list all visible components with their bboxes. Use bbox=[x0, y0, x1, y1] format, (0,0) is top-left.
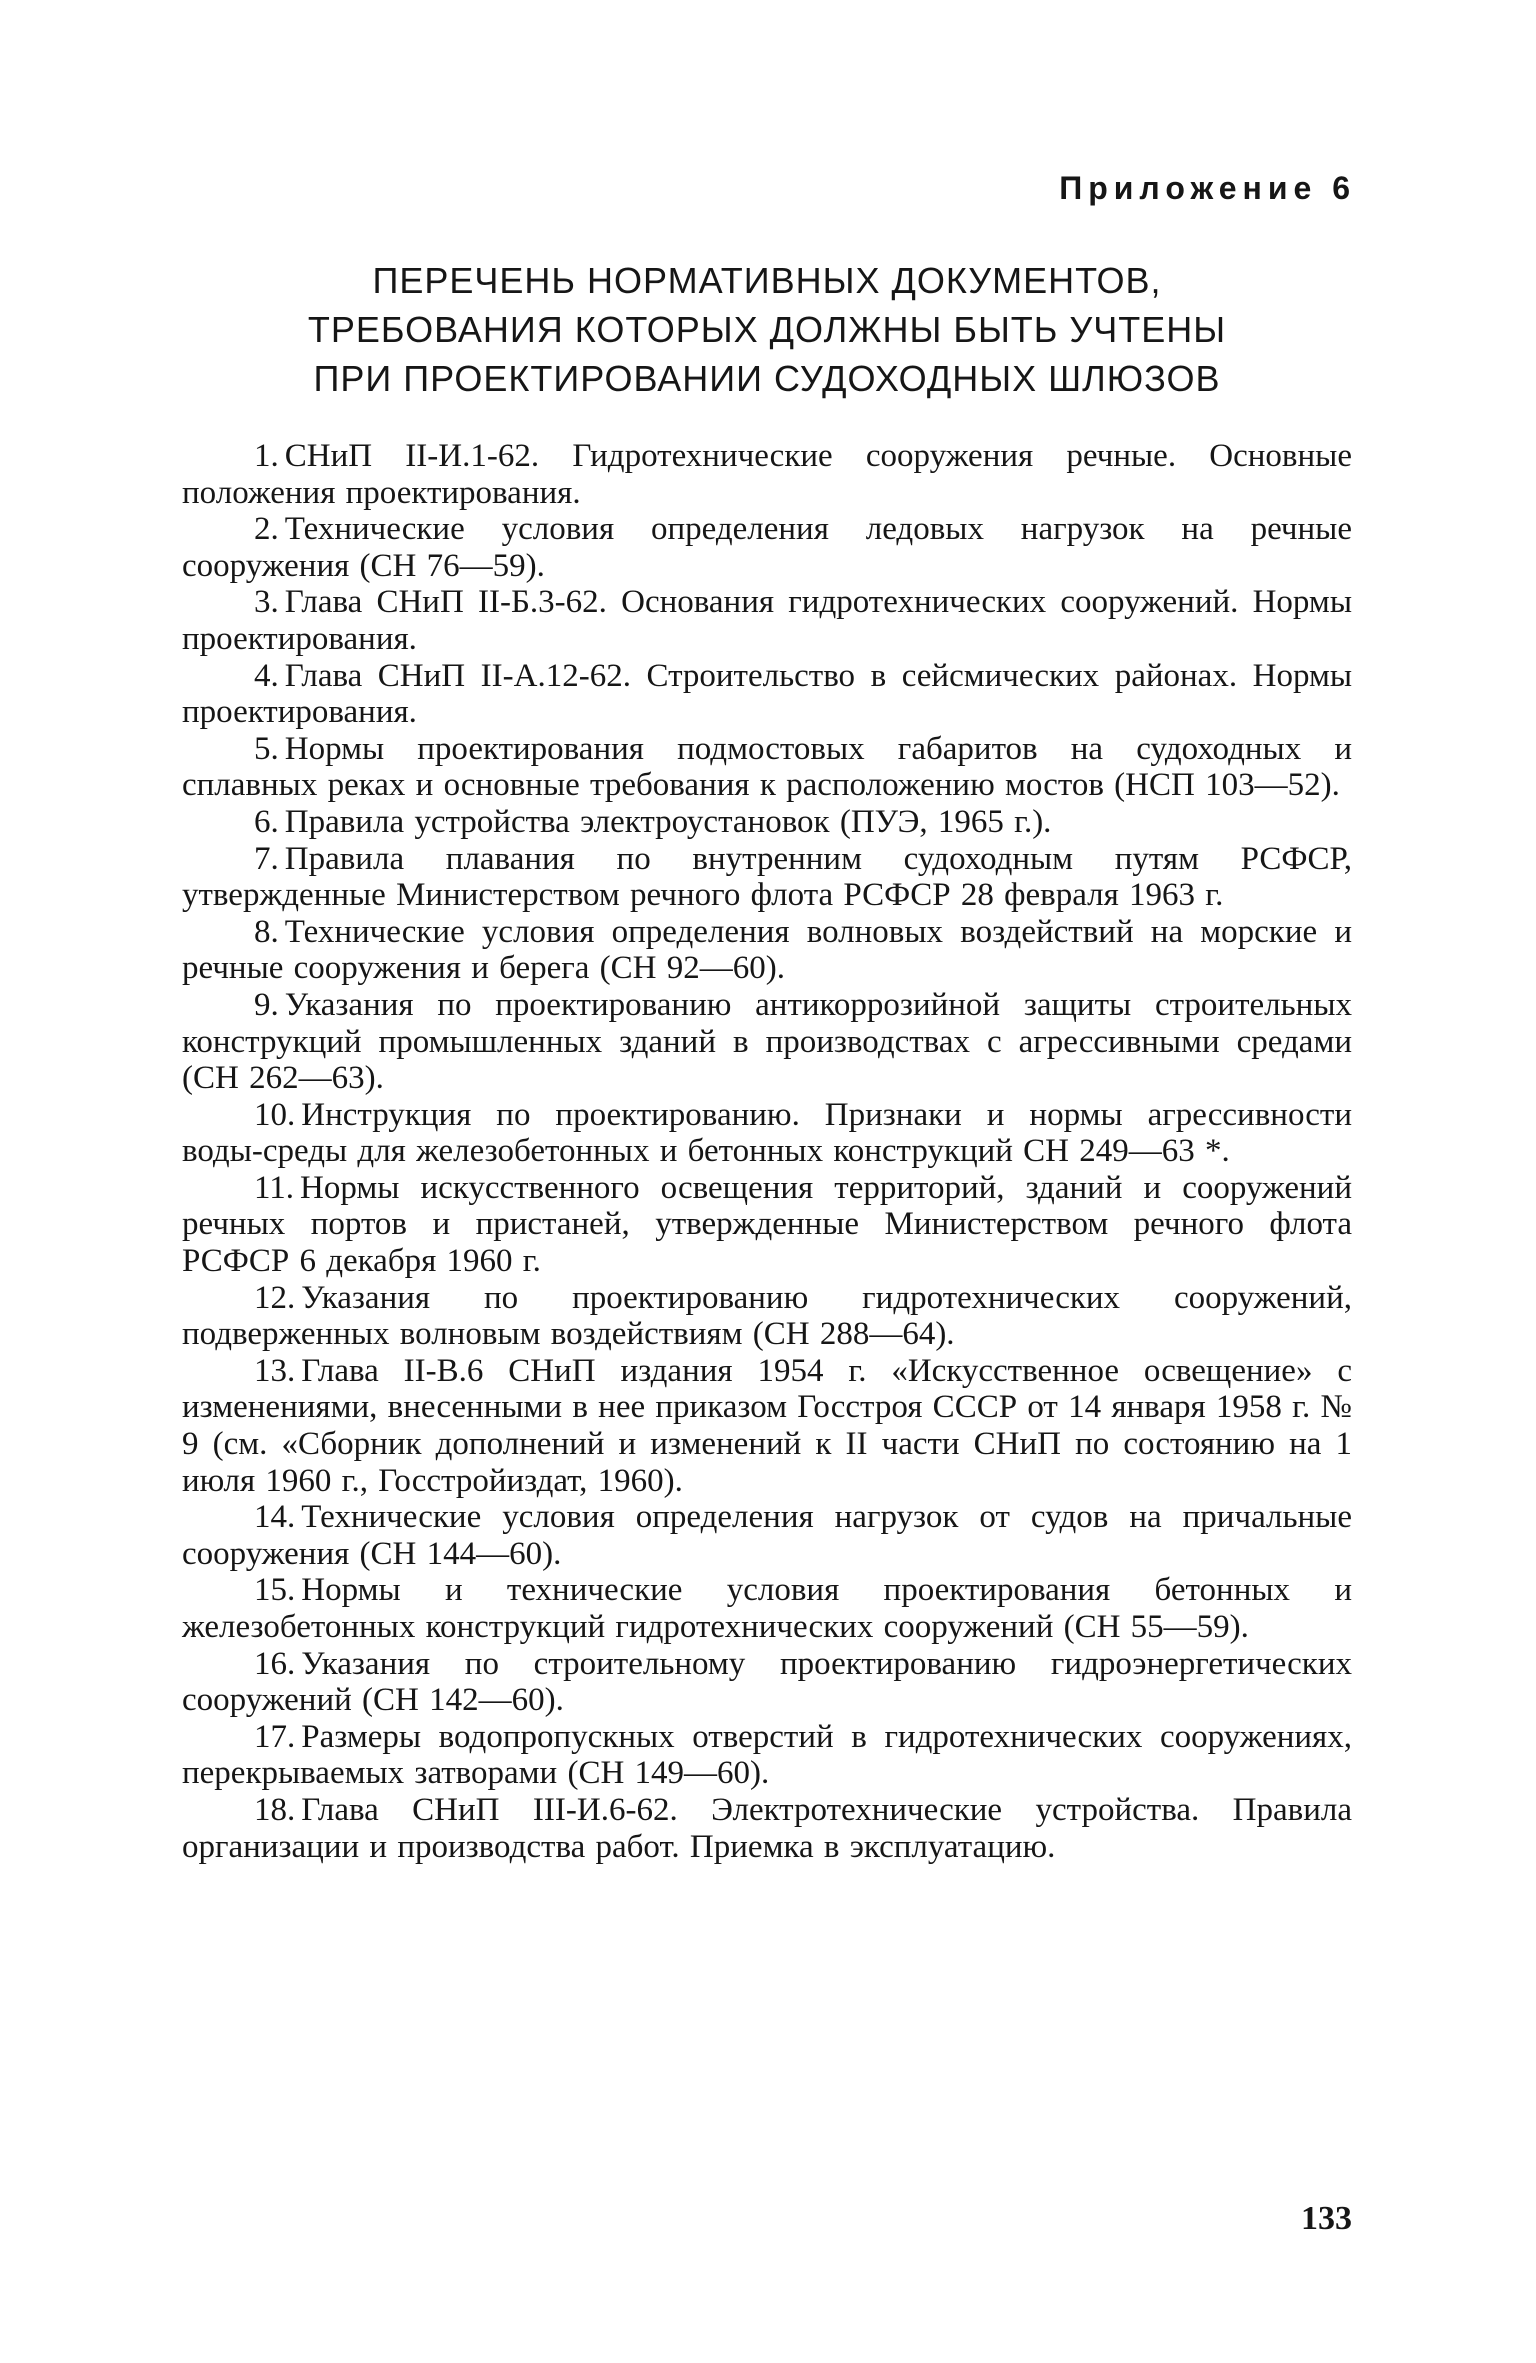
list-item bbox=[182, 1097, 1352, 1170]
list-item bbox=[182, 584, 1352, 657]
list-item-text: Глава СНиП II-А.12-62. Строительство в сейсмических районах. Нормы проектирования. bbox=[182, 657, 1352, 731]
list-item-number: 4. bbox=[254, 657, 279, 694]
list-item-number: 13. bbox=[254, 1352, 296, 1389]
list-item bbox=[182, 731, 1352, 804]
list-item bbox=[182, 1646, 1352, 1719]
list-item-text: Инструкция по проектированию. Признаки и нормы агрессивности воды-среды для железобетонных и бетонных конструкций СН 249—63 *. bbox=[182, 1096, 1352, 1170]
list-item-number: 12. bbox=[254, 1279, 296, 1316]
list-item bbox=[182, 987, 1352, 1097]
list-item-text: Правила устройства электроустановок (ПУЭ, 1965 г.). bbox=[284, 803, 1052, 840]
list-item bbox=[182, 511, 1352, 584]
list-item-text: Нормы проектирования подмостовых габаритов на судоходных и сплавных реках и основные требования к расположению мостов (НСП 103—52). bbox=[182, 730, 1352, 804]
document-title bbox=[182, 256, 1352, 403]
list-item-number: 17. bbox=[254, 1718, 296, 1755]
list-item-text: Технические условия определения волновых воздействий на морские и речные сооружения и берега (СН 92—60). bbox=[182, 913, 1352, 987]
list-item-text: Нормы искусственного освещения территорий, зданий и сооружений речных портов и пристаней, утвержденные Министерством речного флота РСФСР 6 декабря 1960 г. bbox=[182, 1169, 1352, 1280]
list-item-number: 7. bbox=[254, 840, 279, 877]
document-list bbox=[182, 438, 1352, 1865]
page-number: 133 bbox=[1301, 2200, 1352, 2237]
list-item-number: 8. bbox=[254, 913, 279, 950]
list-item bbox=[182, 804, 1352, 841]
list-item-text: Глава СНиП III-И.6-62. Электротехнические устройства. Правила организации и производства работ. Приемка в эксплуатацию. bbox=[182, 1791, 1352, 1865]
list-item bbox=[182, 841, 1352, 914]
list-item-text: Глава II-В.6 СНиП издания 1954 г. «Искусственное освещение» с изменениями, внесенными в нее приказом Госстроя СССР от 14 января 1958 г. № 9 (см. «Сборник дополнений и изменений к II части СНиП по состоянию на 1 июля 1960 г., Госстройиздат, 1960). bbox=[182, 1352, 1352, 1499]
list-item-text: Размеры водопропускных отверстий в гидротехнических сооружениях, перекрываемых затворами (СН 149—60). bbox=[182, 1718, 1352, 1792]
title-line: ПЕРЕЧЕНЬ НОРМАТИВНЫХ ДОКУМЕНТОВ, bbox=[372, 260, 1162, 301]
document-page bbox=[182, 170, 1356, 2310]
list-item bbox=[182, 914, 1352, 987]
list-item bbox=[182, 1280, 1352, 1353]
list-item-number: 3. bbox=[254, 584, 279, 621]
list-item-text: Нормы и технические условия проектирования бетонных и железобетонных конструкций гидротехнических сооружений (СН 55—59). bbox=[182, 1572, 1352, 1645]
list-item-text: Технические условия определения нагрузок от судов на причальные сооружения (СН 144—60). bbox=[182, 1499, 1352, 1572]
list-item-text: Указания по проектированию гидротехнических сооружений, подверженных волновым воздействиям (СН 288—64). bbox=[182, 1279, 1352, 1353]
list-item-text: Указания по проектированию антикоррозийной защиты строительных конструкций промышленных зданий в производствах с агрессивными средами (СН 262—63). bbox=[182, 986, 1352, 1097]
list-item-text: Правила плавания по внутренним судоходным путям РСФСР, утвержденные Министерством речного флота РСФСР 28 февраля 1963 г. bbox=[182, 840, 1352, 914]
list-item-number: 2. bbox=[254, 511, 279, 548]
list-item bbox=[182, 1572, 1352, 1645]
list-item-number: 18. bbox=[254, 1791, 296, 1828]
list-item-number: 1. bbox=[254, 438, 279, 474]
list-item-number: 14. bbox=[254, 1499, 296, 1536]
list-item bbox=[182, 1499, 1352, 1572]
appendix-label: Приложение 6 bbox=[1059, 170, 1356, 206]
list-item-text: Указания по строительному проектированию гидроэнергетических сооружений (СН 142—60). bbox=[182, 1645, 1352, 1719]
list-item bbox=[182, 1792, 1352, 1865]
list-item-number: 11. bbox=[254, 1169, 295, 1206]
list-item bbox=[182, 1353, 1352, 1499]
title-line: ТРЕБОВАНИЯ КОТОРЫХ ДОЛЖНЫ БЫТЬ УЧТЕНЫ bbox=[307, 309, 1227, 350]
list-item bbox=[182, 438, 1352, 511]
list-item-number: 10. bbox=[254, 1096, 296, 1133]
list-item-text: Глава СНиП II-Б.3-62. Основания гидротехнических сооружений. Нормы проектирования. bbox=[182, 584, 1352, 657]
list-item-number: 15. bbox=[254, 1572, 296, 1609]
list-item-number: 9. bbox=[254, 986, 279, 1023]
list-item-number: 5. bbox=[254, 730, 279, 767]
list-item bbox=[182, 1719, 1352, 1792]
list-item-text: СНиП II-И.1-62. Гидротехнические сооружения речные. Основные положения проектирования. bbox=[182, 438, 1352, 511]
list-item bbox=[182, 1170, 1352, 1280]
list-item-number: 16. bbox=[254, 1645, 296, 1682]
list-item-number: 6. bbox=[254, 803, 279, 840]
list-item-text: Технические условия определения ледовых нагрузок на речные сооружения (СН 76—59). bbox=[182, 511, 1352, 584]
list-item bbox=[182, 658, 1352, 731]
title-line: ПРИ ПРОЕКТИРОВАНИИ СУДОХОДНЫХ ШЛЮЗОВ bbox=[313, 358, 1221, 399]
